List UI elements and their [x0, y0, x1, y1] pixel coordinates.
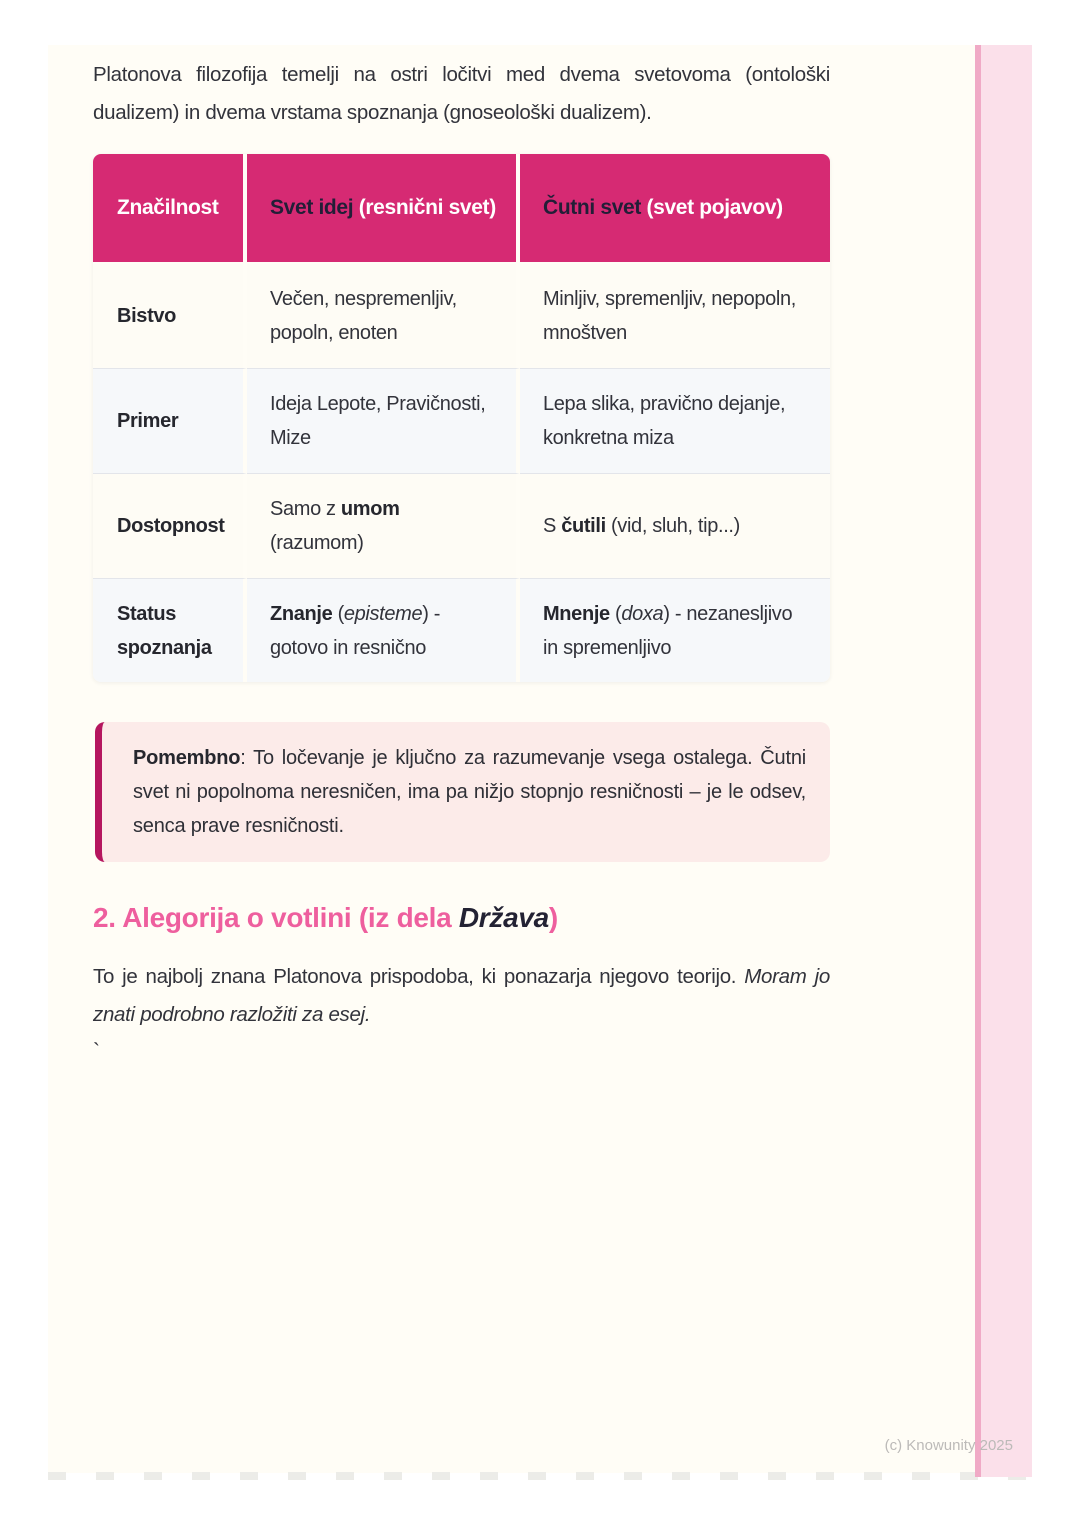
table-header-label: Značilnost — [117, 196, 219, 219]
table-header-svet-idej — [247, 154, 520, 264]
table-cell: S čutili (vid, sluh, tip...) — [520, 474, 830, 579]
section-heading: 2. Alegorija o votlini (iz dela Država) — [93, 902, 558, 933]
page-edge-dashes — [48, 1472, 1032, 1480]
table-cell: Minljiv, spremenljiv, nepopoln, mnoštven — [520, 264, 830, 369]
table-row-label: Dostopnost — [93, 474, 247, 579]
section-paragraph: To je najbolj znana Platonova prispodoba, ki ponazarja njegovo teorijo. Moram jo znati podrobno razložiti za esej. — [93, 965, 830, 1026]
table-row-label: Primer — [93, 369, 247, 474]
callout-label: Pomembno — [133, 747, 241, 769]
work-title: Država — [458, 902, 549, 933]
important-callout — [95, 722, 830, 862]
table-header-znacilnost — [93, 154, 247, 264]
table-cell: Znanje (episteme) - gotovo in resnično — [247, 579, 520, 682]
intro-paragraph: Platonova filozofija temelji na ostri ločitvi med dvema svetovoma (ontološki dualizem) in dvema vrstama spoznanja (gnoseološki dualizem). — [93, 63, 830, 124]
table-cell: Lepa slika, pravično dejanje, konkretna miza — [520, 369, 830, 474]
table-header-label: Čutni svet (svet pojavov) — [543, 196, 783, 219]
table-row-label: Status spoznanja — [93, 579, 247, 682]
table-cell: Ideja Lepote, Pravičnosti, Mize — [247, 369, 520, 474]
table-cell: Samo z umom (razumom) — [247, 474, 520, 579]
comparison-table — [93, 154, 830, 682]
table-header-cutni-svet — [520, 154, 830, 264]
table-cell: Mnenje (doxa) - nezanesljivo in spremenljivo — [520, 579, 830, 682]
table-cell: Večen, nespremenljiv, popoln, enoten — [247, 264, 520, 369]
stray-backtick: ` — [93, 1040, 100, 1063]
table-header-label: Svet idej (resnični svet) — [270, 196, 496, 219]
table-row-label: Bistvo — [93, 264, 247, 369]
decorative-pink-stripe — [975, 45, 1032, 1477]
copyright-footer: (c) Knowunity 2025 — [884, 1437, 1013, 1454]
document-page — [48, 45, 1032, 1473]
callout-text: : To ločevanje je ključno za razumevanje vsega ostalega. Čutni svet ni popolnoma neresničen, ima pa nižjo stopnjo resničnosti – je le odsev, senca prave resničnosti. — [133, 747, 806, 837]
